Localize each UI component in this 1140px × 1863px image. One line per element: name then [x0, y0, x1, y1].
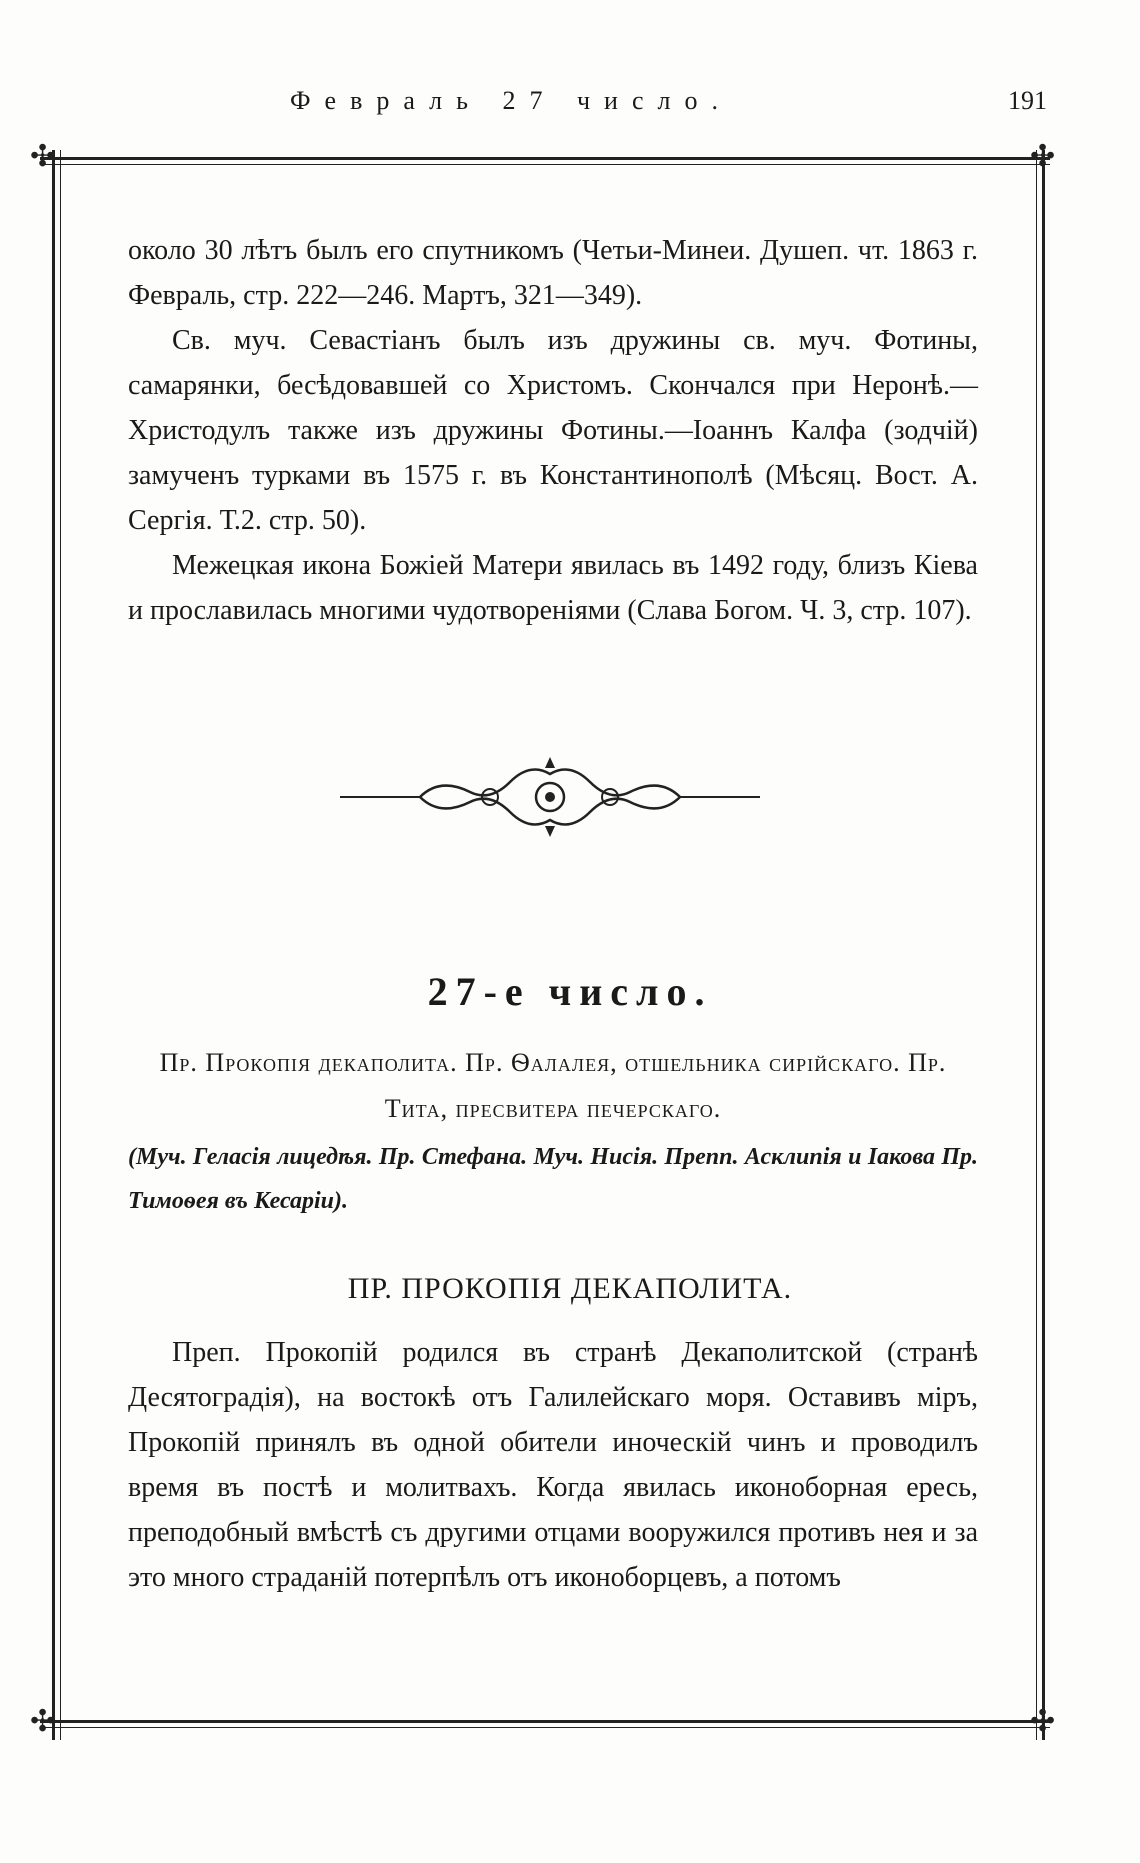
day-heading: 27-е число.: [427, 969, 713, 1014]
frame-rule-bottom-thin: [40, 1727, 1050, 1728]
section-body: [128, 1330, 978, 1600]
frame-rule-top: [40, 157, 1050, 160]
frame-side-left-thin: [60, 150, 61, 1740]
running-head: [0, 86, 1140, 126]
paragraph: около 30 лѣтъ былъ его спутникомъ (Четьи-Минеи. Душеп. чт. 1863 г. Февраль, стр. 222—246. Мартъ, 321—349).: [128, 235, 978, 311]
paragraph: Межецкая икона Божіей Матери явилась въ 1492 году, близъ Кіева и прославилась многими чудотвореніями (Слава Богом. Ч. 3, стр. 107).: [128, 550, 978, 626]
paragraph: Преп. Прокопій родился въ странѣ Декаполитской (странѣ Десятоградія), на востокѣ отъ Галилейскаго моря. Оставивъ міръ, Прокопій принялъ въ одной обители иноческій чинъ и проводилъ время въ постѣ и молитвахъ. Когда явилась иконоборная ересь, преподобный вмѣстѣ съ другими отцами вооружился противъ нея и за это много страданій потерпѣлъ отъ иконоборцевъ, а потомъ: [128, 1337, 978, 1593]
frame-rule-bottom: [40, 1720, 1050, 1723]
paragraph: Св. муч. Севастіанъ былъ изъ дружины св. муч. Фотины, самарянки, бесѣдовавшей со Христомъ. Скончался при Неронѣ.—Христодулъ также изъ дружины Фотины.—Іоаннъ Калфа (зодчій) замученъ турками въ 1575 г. въ Константинополѣ (Мѣсяц. Вост. А. Сергія. Т.2. стр. 50).: [128, 325, 978, 536]
main-text: [128, 228, 978, 633]
saints-list: Пр. Прокопія декаполита. Пр. Ѳалалея, отшельника сирійскаго. Пр. Тита, пресвитера печерскаго.: [159, 1048, 947, 1123]
section-title: ПР. ПРОКОПІЯ ДЕКАПОЛИТА.: [347, 1272, 793, 1305]
corner-ornament-icon: ✣: [1030, 140, 1056, 173]
frame-side-right-thin: [1036, 150, 1037, 1740]
corner-ornament-icon: ✣: [30, 1705, 56, 1738]
frame-side-right: [1042, 150, 1045, 1740]
ornament-divider-icon: [340, 752, 760, 842]
running-title: Февраль 27 число.: [290, 86, 732, 115]
corner-ornament-icon: ✣: [30, 140, 56, 173]
frame-side-left: [52, 150, 55, 1740]
corner-ornament-icon: ✣: [1030, 1705, 1056, 1738]
saints-list-extra: (Муч. Геласія лицедѣя. Пр. Стефана. Муч. Нисія. Препп. Асклипія и Іакова Пр. Тимоѳея въ Кесаріи).: [128, 1144, 978, 1214]
frame-rule-top-thin: [40, 164, 1050, 165]
page-number: 191: [1008, 86, 1047, 115]
